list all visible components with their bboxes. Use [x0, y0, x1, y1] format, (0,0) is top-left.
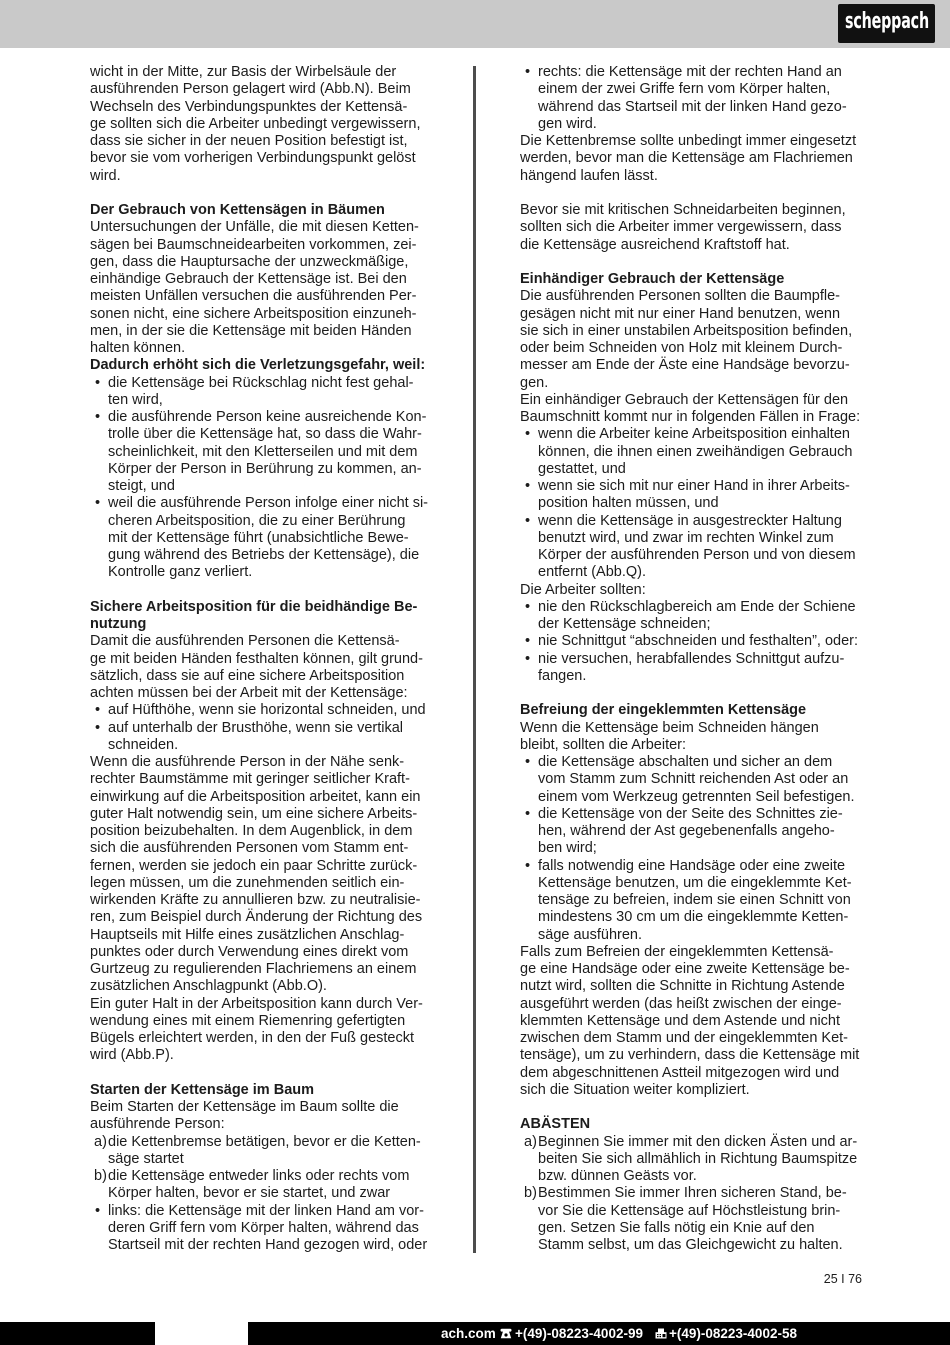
text-line: steigt, und: [108, 478, 175, 494]
phone-icon: [500, 1328, 512, 1339]
text-line: gen wird.: [538, 115, 597, 132]
paragraph: [90, 219, 440, 357]
logo-wordmark: scheppach: [844, 9, 929, 34]
text-line: Körper der Person in Berührung zu kommen, an-: [108, 460, 422, 477]
section: [520, 271, 870, 685]
bullet-item: [520, 599, 870, 634]
text-line: Wenn die ausführende Person in der Nähe senk-: [90, 754, 405, 770]
text-line: die Kettensäge entweder links oder rechts vom: [108, 1168, 410, 1184]
section: [90, 1082, 440, 1255]
text-line: schneiden.: [108, 736, 179, 753]
text-line: wird.: [90, 167, 121, 184]
text-line: Bügels erleichtert werden, in den der Fuß gesteckt: [90, 1030, 414, 1046]
text-line: Die Arbeiter sollten:: [520, 581, 646, 598]
text-line: sätzlich, dass sie auf eine sichere Arbeitsposition: [90, 667, 405, 684]
lettered-item: [520, 1134, 870, 1186]
bullet-item: [90, 375, 440, 410]
text-line: einem vom Werkzeug getrennten Seil befestigen.: [538, 788, 855, 805]
text-line: bzw. dünnen Geästs vor.: [538, 1168, 697, 1184]
bullet-marker: •: [525, 650, 531, 667]
footer-website: ach.com: [441, 1326, 496, 1341]
text-line: Hauptseils mit Hilfe eines zusätzlichen Anschlag-: [90, 926, 405, 943]
text-line: werden, bevor man die Kettensäge am Flachriemen: [520, 150, 853, 167]
text-line: fernen, werden sie jedoch ein paar Schritte zurück-: [90, 857, 418, 874]
text-line: rechts: die Kettensäge mit der rechten Hand an: [538, 64, 842, 80]
lettered-item: [520, 1185, 870, 1254]
text-line: sägen bei Baumschneidearbeiten vorkommen, zei-: [90, 236, 417, 253]
text-line: Bestimmen Sie immer Ihren sicheren Stand, be-: [538, 1185, 847, 1202]
text-line: Einhändiger Gebrauch der Kettensäge: [520, 271, 785, 287]
text-line: Startseil mit der rechten Hand gezogen wird, oder: [108, 1237, 428, 1253]
text-line: falls notwendig eine Handsäge oder eine zweite: [538, 857, 846, 874]
text-line: wird (Abb.P).: [90, 1047, 174, 1064]
section: [90, 202, 440, 582]
text-line: nie versuchen, herabfallendes Schnittgut aufzu-: [538, 650, 845, 667]
text-line: ausführenden Person gelagert wird (Abb.N). Beim: [90, 81, 411, 98]
text-line: Die ausführenden Personen sollten die Baumpfle-: [520, 288, 841, 305]
text-line: der Kettensäge schneiden;: [538, 616, 711, 632]
paragraph: [520, 288, 870, 392]
text-line: klemmten Kettensäge und dem Astende und nicht: [520, 1012, 841, 1029]
text-line: Befreiung der eingeklemmten Kettensäge: [520, 702, 807, 719]
text-line: Wechseln des Verbindungspunktes der Kettensä-: [90, 98, 408, 115]
text-line: meisten Unfällen versuchen die ausführenden Per-: [90, 288, 417, 305]
text-line: legen müssen, um die zunehmenden seitlich ein-: [90, 874, 405, 891]
bullet-list: [90, 375, 440, 582]
footer-bar: [0, 1322, 950, 1345]
text-line: die ausführende Person keine ausreichende Kon-: [108, 409, 427, 425]
bullet-item: [520, 754, 870, 806]
text-line: wendung eines mit einem Riemenring gefertigten: [90, 1012, 406, 1029]
text-line: wenn sie sich mit nur einer Hand in ihrer Arbeits-: [538, 478, 850, 494]
bullet-list: [90, 1203, 440, 1255]
text-line: fangen.: [538, 667, 587, 684]
bullet-marker: •: [525, 64, 531, 80]
text-line: Gurtzeug zu regulierenden Flachriemens an einem: [90, 961, 417, 977]
bullet-marker: •: [95, 719, 101, 736]
bullet-item: [520, 858, 870, 944]
bullet-item: [90, 702, 440, 719]
section: [520, 64, 870, 185]
list-marker: b): [94, 1168, 107, 1184]
paragraph: [90, 754, 440, 996]
text-line: Falls zum Befreien der eingeklemmten Kettensä-: [520, 943, 834, 960]
text-line: ten wird,: [108, 391, 163, 408]
text-line: gen, dass die Hauptursache der unzweckmäßige,: [90, 253, 409, 270]
bullet-item: [90, 495, 440, 581]
text-line: ge eine Handsäge oder eine zweite Kettensäge be-: [520, 961, 850, 977]
text-line: gen.: [520, 374, 549, 391]
bullet-marker: •: [95, 374, 101, 391]
bullet-marker: •: [95, 409, 101, 425]
text-line: nie den Rückschlagbereich am Ende der Schiene: [538, 598, 856, 615]
text-line: ausgeführt werden (das heißt zwischen der einge-: [520, 995, 842, 1012]
paragraph: [90, 633, 440, 702]
bullet-list: [520, 599, 870, 685]
fax-number: +(49)-08223-4002-58: [669, 1326, 797, 1341]
text-line: rechter Baumstämme mit geringer seitlicher Kraft-: [90, 771, 410, 788]
bullet-list: [520, 64, 870, 133]
text-line: trolle über die Kettensäge hat, so dass die Wahr-: [108, 426, 422, 443]
paragraph: [90, 64, 440, 185]
section-heading: [520, 271, 870, 288]
text-line: nie Schnittgut “abschneiden und festhalten”, oder:: [538, 633, 859, 650]
bullet-marker: •: [525, 805, 531, 822]
text-line: position beizubehalten. In dem Augenblick, in dem: [90, 823, 413, 839]
text-line: Kettensäge benutzen, um die eingeklemmte Ket-: [538, 874, 852, 891]
text-line: punktes oder durch Verwendung eines direkt vom: [90, 943, 409, 960]
bullet-item: [520, 651, 870, 686]
text-line: tensäge zu befreien, indem sie einen Schnitt von: [538, 892, 851, 908]
brand-logo: [838, 4, 935, 43]
paragraph: [90, 1099, 440, 1134]
text-line: links: die Kettensäge mit der linken Hand am vor-: [108, 1202, 424, 1219]
left-column: [90, 64, 440, 1254]
text-line: ABÄSTEN: [520, 1116, 591, 1133]
text-line: nutzung: [90, 616, 147, 632]
section: [520, 202, 870, 254]
section: [90, 64, 440, 185]
text-line: bleibt, sollten die Arbeiter:: [520, 736, 687, 753]
text-line: einem der zwei Griffe fern vom Körper halten,: [538, 81, 831, 98]
bullet-marker: •: [525, 512, 531, 529]
text-line: die Kettensäge bei Rückschlag nicht fest gehal-: [108, 374, 414, 391]
paragraph: [520, 720, 870, 755]
text-line: Untersuchungen der Unfälle, die mit diesen Ketten-: [90, 219, 419, 236]
text-line: tensäge), um zu verhindern, dass die Kettensäge mit: [520, 1047, 860, 1064]
footer-blank-area: [155, 1322, 248, 1345]
text-line: weil die ausführende Person infolge einer nicht si-: [108, 495, 428, 512]
text-line: Die Kettenbremse sollte unbedingt immer eingesetzt: [520, 133, 857, 149]
bullet-item: [520, 633, 870, 650]
section-heading: [90, 1082, 440, 1099]
paragraph: [520, 392, 870, 427]
text-line: ben wird;: [538, 840, 597, 857]
bullet-item: [90, 409, 440, 495]
text-line: Dadurch erhöht sich die Verletzungsgefahr, weil:: [90, 357, 426, 374]
text-line: sich die ausführenden Personen vom Stamm ent-: [90, 840, 409, 857]
section-heading: [90, 357, 440, 374]
text-line: beiten Sie sich allmählich in Richtung Baumspitze: [538, 1150, 858, 1167]
text-line: wicht in der Mitte, zur Basis der Wirbelsäule der: [90, 64, 397, 80]
text-line: entfernt (Abb.Q).: [538, 564, 646, 581]
text-line: sie sich in einer unstabilen Arbeitsposition befinden,: [520, 322, 853, 339]
bullet-item: [90, 720, 440, 755]
text-line: vor Sie die Kettensäge auf Höchstleistung brin-: [538, 1202, 841, 1219]
text-line: Starten der Kettensäge im Baum: [90, 1081, 315, 1098]
bullet-list: [90, 702, 440, 754]
text-line: Baumschnitt kommt nur in folgenden Fällen in Frage:: [520, 409, 861, 425]
list-marker: a): [524, 1133, 537, 1150]
paragraph: [520, 582, 870, 599]
text-line: Wenn die Kettensäge beim Schneiden hängen: [520, 719, 819, 736]
text-line: Beim Starten der Kettensäge im Baum sollte die: [90, 1099, 399, 1115]
text-line: einhändige Gebrauch der Kettensäge ist. Bei den: [90, 271, 407, 287]
text-line: wenn die Kettensäge in ausgestreckter Haltung: [538, 512, 842, 529]
text-line: dem abgeschnittenen Astteil mitgezogen wird und: [520, 1064, 840, 1081]
text-line: sollten sich die Arbeiter immer vergewissern, dass: [520, 219, 842, 236]
text-line: gesägen nicht mit nur einer Hand benutzen, wenn: [520, 305, 841, 322]
text-line: mindestens 30 cm um die eingeklemmte Ketten-: [538, 909, 849, 926]
fax-icon: [655, 1328, 667, 1339]
text-line: halten können.: [90, 340, 186, 356]
bullet-item: [520, 806, 870, 858]
section-heading: [520, 702, 870, 719]
text-line: zwischen dem Stamm und der eingeklemmten Ket-: [520, 1030, 849, 1046]
phone-number: +(49)-08223-4002-99: [515, 1326, 643, 1341]
text-line: wirkenden Kräfte zu annullieren bzw. zu neutralisie-: [90, 892, 421, 908]
text-line: sich die Situation weiter kompliziert.: [520, 1081, 750, 1098]
bullet-marker: •: [95, 1202, 101, 1219]
text-line: einwirkung auf die Arbeitsposition arbeitet, kann ein: [90, 788, 421, 805]
bullet-item: [90, 1203, 440, 1255]
text-line: säge ausführen.: [538, 926, 642, 943]
text-line: Bevor sie mit kritischen Schneidarbeiten beginnen,: [520, 202, 846, 218]
text-line: hängend laufen lässt.: [520, 167, 658, 184]
bullet-list: [520, 754, 870, 944]
bullet-item: [520, 513, 870, 582]
text-line: oder beim Schneiden von Holz mit kleinem Durch-: [520, 340, 843, 356]
paragraph: [90, 996, 440, 1065]
text-line: auf Hüfthöhe, wenn sie horizontal schneiden, und: [108, 702, 426, 719]
text-line: können, die ihnen einen zweihändigen Gebrauch: [538, 443, 853, 460]
text-line: sonen nicht, eine sichere Arbeitsposition einzuneh-: [90, 305, 417, 322]
text-line: nutzt wird, sollten die Schnitte in Richtung Astende: [520, 978, 845, 995]
section-heading: [90, 599, 440, 634]
text-line: guter Halt notwendig sein, um eine sichere Arbeits-: [90, 805, 418, 822]
text-line: die Kettensäge ausreichend Kraftstoff hat.: [520, 236, 790, 253]
text-line: Kontrolle ganz verliert.: [108, 564, 253, 581]
bullet-marker: •: [525, 633, 531, 650]
list-marker: b): [524, 1185, 537, 1202]
bullet-marker: •: [525, 598, 531, 615]
section-heading: [90, 202, 440, 219]
section: [90, 599, 440, 1065]
bullet-item: [520, 478, 870, 513]
text-line: Stamm selbst, um das Gleichgewicht zu halten.: [538, 1237, 843, 1253]
text-line: gen. Setzen Sie falls nötig ein Knie auf den: [538, 1219, 815, 1236]
header-bar: [0, 0, 950, 48]
text-line: während das Startseil mit der linken Hand gezo-: [538, 98, 847, 115]
text-line: Sichere Arbeitsposition für die beidhändige Be-: [90, 598, 418, 615]
text-line: Damit die ausführenden Personen die Kettensä-: [90, 633, 400, 650]
text-line: die Kettensäge von der Seite des Schnittes zie-: [538, 805, 843, 822]
bullet-marker: •: [525, 754, 531, 770]
text-line: vom Stamm zum Schnitt reichenden Ast oder an: [538, 771, 849, 788]
paragraph: [520, 133, 870, 185]
section: [520, 702, 870, 1099]
paragraph: [520, 202, 870, 254]
text-line: säge startet: [108, 1150, 184, 1167]
text-line: die Kettensäge abschalten und sicher an dem: [538, 754, 833, 770]
text-line: position halten müssen, und: [538, 495, 719, 512]
text-line: ge sollten sich die Arbeiter unbedingt vergewissern,: [90, 115, 421, 132]
text-line: gung während des Betriebs der Kettensäge), die: [108, 547, 420, 563]
text-line: ausführende Person:: [90, 1116, 225, 1133]
list-marker: a): [94, 1133, 107, 1150]
column-divider: [473, 66, 476, 1253]
lettered-item: [90, 1134, 440, 1169]
text-line: Beginnen Sie immer mit den dicken Ästen und ar-: [538, 1133, 858, 1150]
text-line: mit der Kettensäge führt (unabsichtliche Bewe-: [108, 529, 409, 546]
bullet-item: [520, 64, 870, 133]
text-line: scheinlichkeit, mit den Kletterseilen und mit dem: [108, 443, 418, 460]
text-line: ren, zum Beispiel durch Änderung der Richtung des: [90, 909, 423, 926]
text-line: gestattet, und: [538, 460, 626, 477]
right-column: [520, 64, 870, 1254]
text-line: Ein guter Halt in der Arbeitsposition kann durch Ver-: [90, 995, 423, 1012]
lettered-item: [90, 1168, 440, 1203]
bullet-marker: •: [525, 426, 531, 443]
text-line: die Kettenbremse betätigen, bevor er die Ketten-: [108, 1133, 421, 1150]
text-line: benutzt wird, und zwar im rechten Winkel zum: [538, 529, 834, 546]
bullet-item: [520, 426, 870, 478]
text-line: bevor sie vom vorherigen Verbindungspunkt gelöst: [90, 150, 416, 167]
text-line: achten müssen bei der Arbeit mit der Kettensäge:: [90, 685, 408, 701]
lettered-list: [520, 1134, 870, 1255]
lettered-list: [90, 1134, 440, 1203]
text-line: Ein einhändiger Gebrauch der Kettensägen für den: [520, 391, 849, 408]
text-line: dass sie sicher in der neuen Position befestigt ist,: [90, 133, 408, 149]
section: [520, 1116, 870, 1254]
text-line: Körper halten, bevor er sie startet, und zwar: [108, 1185, 391, 1202]
text-line: cheren Arbeitsposition, die zu einer Berührung: [108, 512, 406, 529]
text-line: hen, während der Ast gegebenenfalls angeho-: [538, 823, 835, 839]
text-line: auf unterhalb der Brusthöhe, wenn sie vertikal: [108, 719, 404, 736]
text-line: men, in der sie die Kettensäge mit beiden Händen: [90, 322, 412, 339]
text-line: wenn die Arbeiter keine Arbeitsposition einhalten: [538, 426, 850, 443]
text-line: deren Griff fern vom Körper halten, während das: [108, 1219, 419, 1236]
page-number: 25 I 76: [823, 1272, 862, 1286]
text-line: Der Gebrauch von Kettensägen in Bäumen: [90, 202, 385, 218]
text-line: ge mit beiden Händen festhalten können, gilt grund-: [90, 650, 423, 667]
paragraph: [520, 944, 870, 1099]
bullet-marker: •: [95, 702, 101, 719]
text-line: zusätzlichen Anschlagpunkt (Abb.O).: [90, 978, 327, 995]
bullet-list: [520, 426, 870, 581]
bullet-marker: •: [95, 495, 101, 512]
bullet-marker: •: [525, 857, 531, 874]
text-line: Körper der ausführenden Person und von diesem: [538, 547, 856, 563]
text-line: messer am Ende der Äste eine Handsäge bevorzu-: [520, 357, 850, 374]
section-heading: [520, 1116, 870, 1133]
bullet-marker: •: [525, 478, 531, 494]
